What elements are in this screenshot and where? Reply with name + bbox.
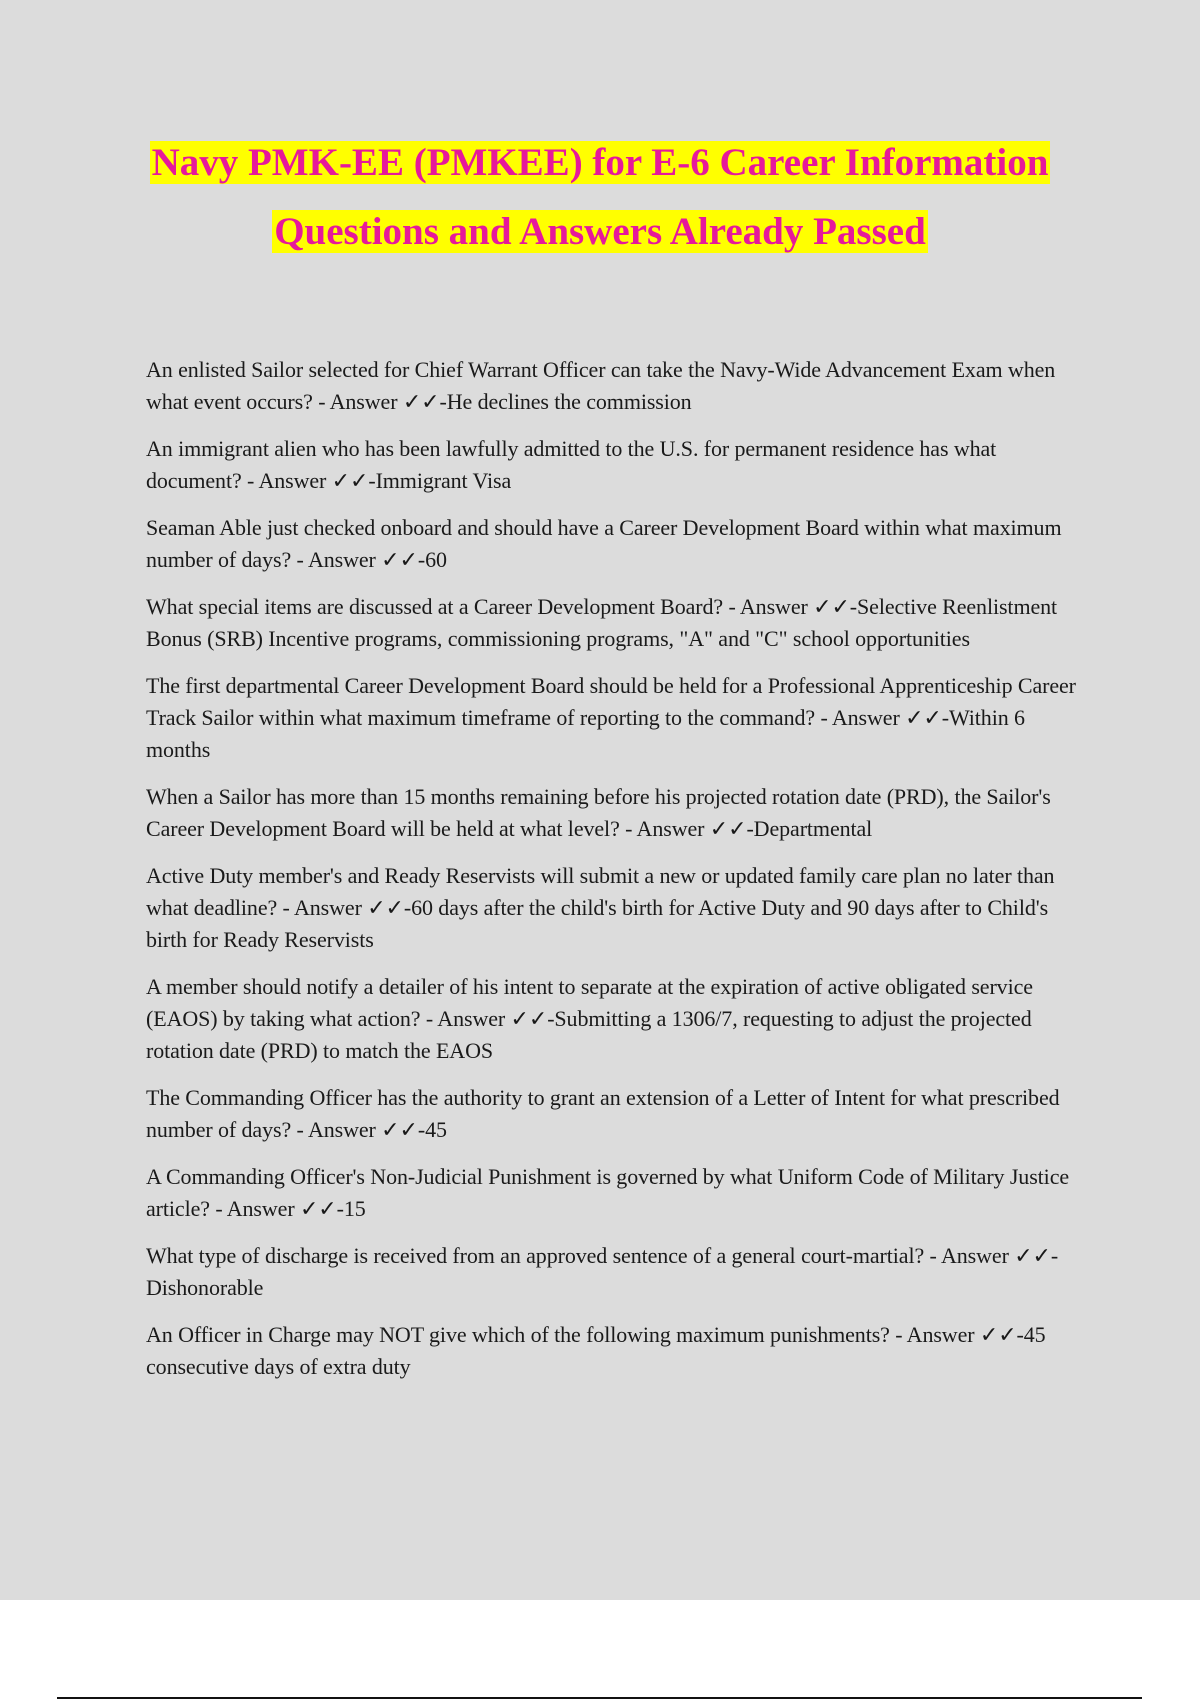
title-line-1-text: Navy PMK-EE (PMKEE) for E-6 Career Information [151,141,1049,184]
answer-prefix: Answer ✓✓- [307,547,426,572]
answer-prefix: Answer ✓✓- [258,468,376,493]
title-line-2 [0,209,1200,255]
question-text: What special items are discussed at a Career Development Board? - [146,594,740,619]
answer-prefix: Answer ✓✓- [226,1196,344,1221]
qa-item [146,971,1086,1067]
qa-item [146,670,1086,766]
answer-text: Immigrant Visa [375,468,512,493]
footer-divider [57,1697,1142,1699]
answer-text: 60 [425,547,447,572]
question-text: An enlisted Sailor selected for Chief Warrant Officer can take the Navy-Wide Advancement Exam when what event occurs? - [146,357,1056,414]
qa-item [146,591,1086,655]
question-text: The first departmental Career Development Board should be held for a Professional Apprenticeship Career Track Sailor within what maximum timeframe of reporting to the command? - [146,673,1076,730]
qa-item [146,860,1086,956]
answer-text: Dishonorable [146,1275,264,1300]
answer-text: 60 days after the child's birth for Active Duty and 90 days after to Child's birth for Ready Reservists [146,895,1049,952]
qa-item [146,781,1086,845]
answer-text: Departmental [753,816,873,841]
answer-text: He declines the commission [446,389,692,414]
question-text: An immigrant alien who has been lawfully admitted to the U.S. for permanent residence has what document? - [146,436,997,493]
answer-prefix: Answer ✓✓- [437,1006,555,1031]
question-text: An Officer in Charge may NOT give which of the following maximum punishments? - [146,1322,907,1347]
qa-list [146,354,1086,1398]
qa-item [146,433,1086,497]
answer-prefix: Answer ✓✓- [739,594,858,619]
qa-item [146,354,1086,418]
document-title [0,140,1200,255]
answer-text: Within 6 months [146,705,1025,762]
question-text: When a Sailor has more than 15 months remaining before his projected rotation date (PRD), the Sailor's Career Development Board will be held at what level? - [146,784,1051,841]
question-text: What type of discharge is received from an approved sentence of a general court-martial? - [146,1243,941,1268]
answer-text: Selective Reenlistment Bonus (SRB) Incentive programs, commissioning programs, "A" and "C" school opportunities [146,594,1058,651]
answer-prefix: Answer ✓✓- [329,389,447,414]
question-text: Seaman Able just checked onboard and should have a Career Development Board within what maximum number of days? - [146,515,1062,572]
answer-prefix: Answer ✓✓- [940,1243,1059,1268]
answer-text: Submitting a 1306/7, requesting to adjust the projected rotation date (PRD) to match the EAOS [146,1006,1032,1063]
answer-text: 45 [425,1117,447,1142]
answer-prefix: Answer ✓✓- [906,1322,1024,1347]
question-text: A member should notify a detailer of his intent to separate at the expiration of active obligated service (EAOS) by taking what action? - [146,974,1033,1031]
question-text: The Commanding Officer has the authority to grant an extension of a Letter of Intent for what prescribed number of days? - [146,1085,1060,1142]
answer-prefix: Answer ✓✓- [307,1117,426,1142]
answer-text: 45 consecutive days of extra duty [146,1322,1046,1379]
qa-item [146,512,1086,576]
question-text: Active Duty member's and Ready Reservists will submit a new or updated family care plan no later than what deadline? - [146,863,1055,920]
answer-prefix: Answer ✓✓- [831,705,949,730]
answer-prefix: Answer ✓✓- [636,816,754,841]
qa-item [146,1240,1086,1304]
title-line-2-text: Questions and Answers Already Passed [274,210,926,253]
qa-item [146,1082,1086,1146]
question-text: A Commanding Officer's Non-Judicial Punishment is governed by what Uniform Code of Military Justice article? - [146,1164,1070,1221]
answer-text: 15 [343,1196,366,1221]
answer-prefix: Answer ✓✓- [293,895,412,920]
qa-item [146,1319,1086,1383]
qa-item [146,1161,1086,1225]
title-line-1 [0,140,1200,186]
